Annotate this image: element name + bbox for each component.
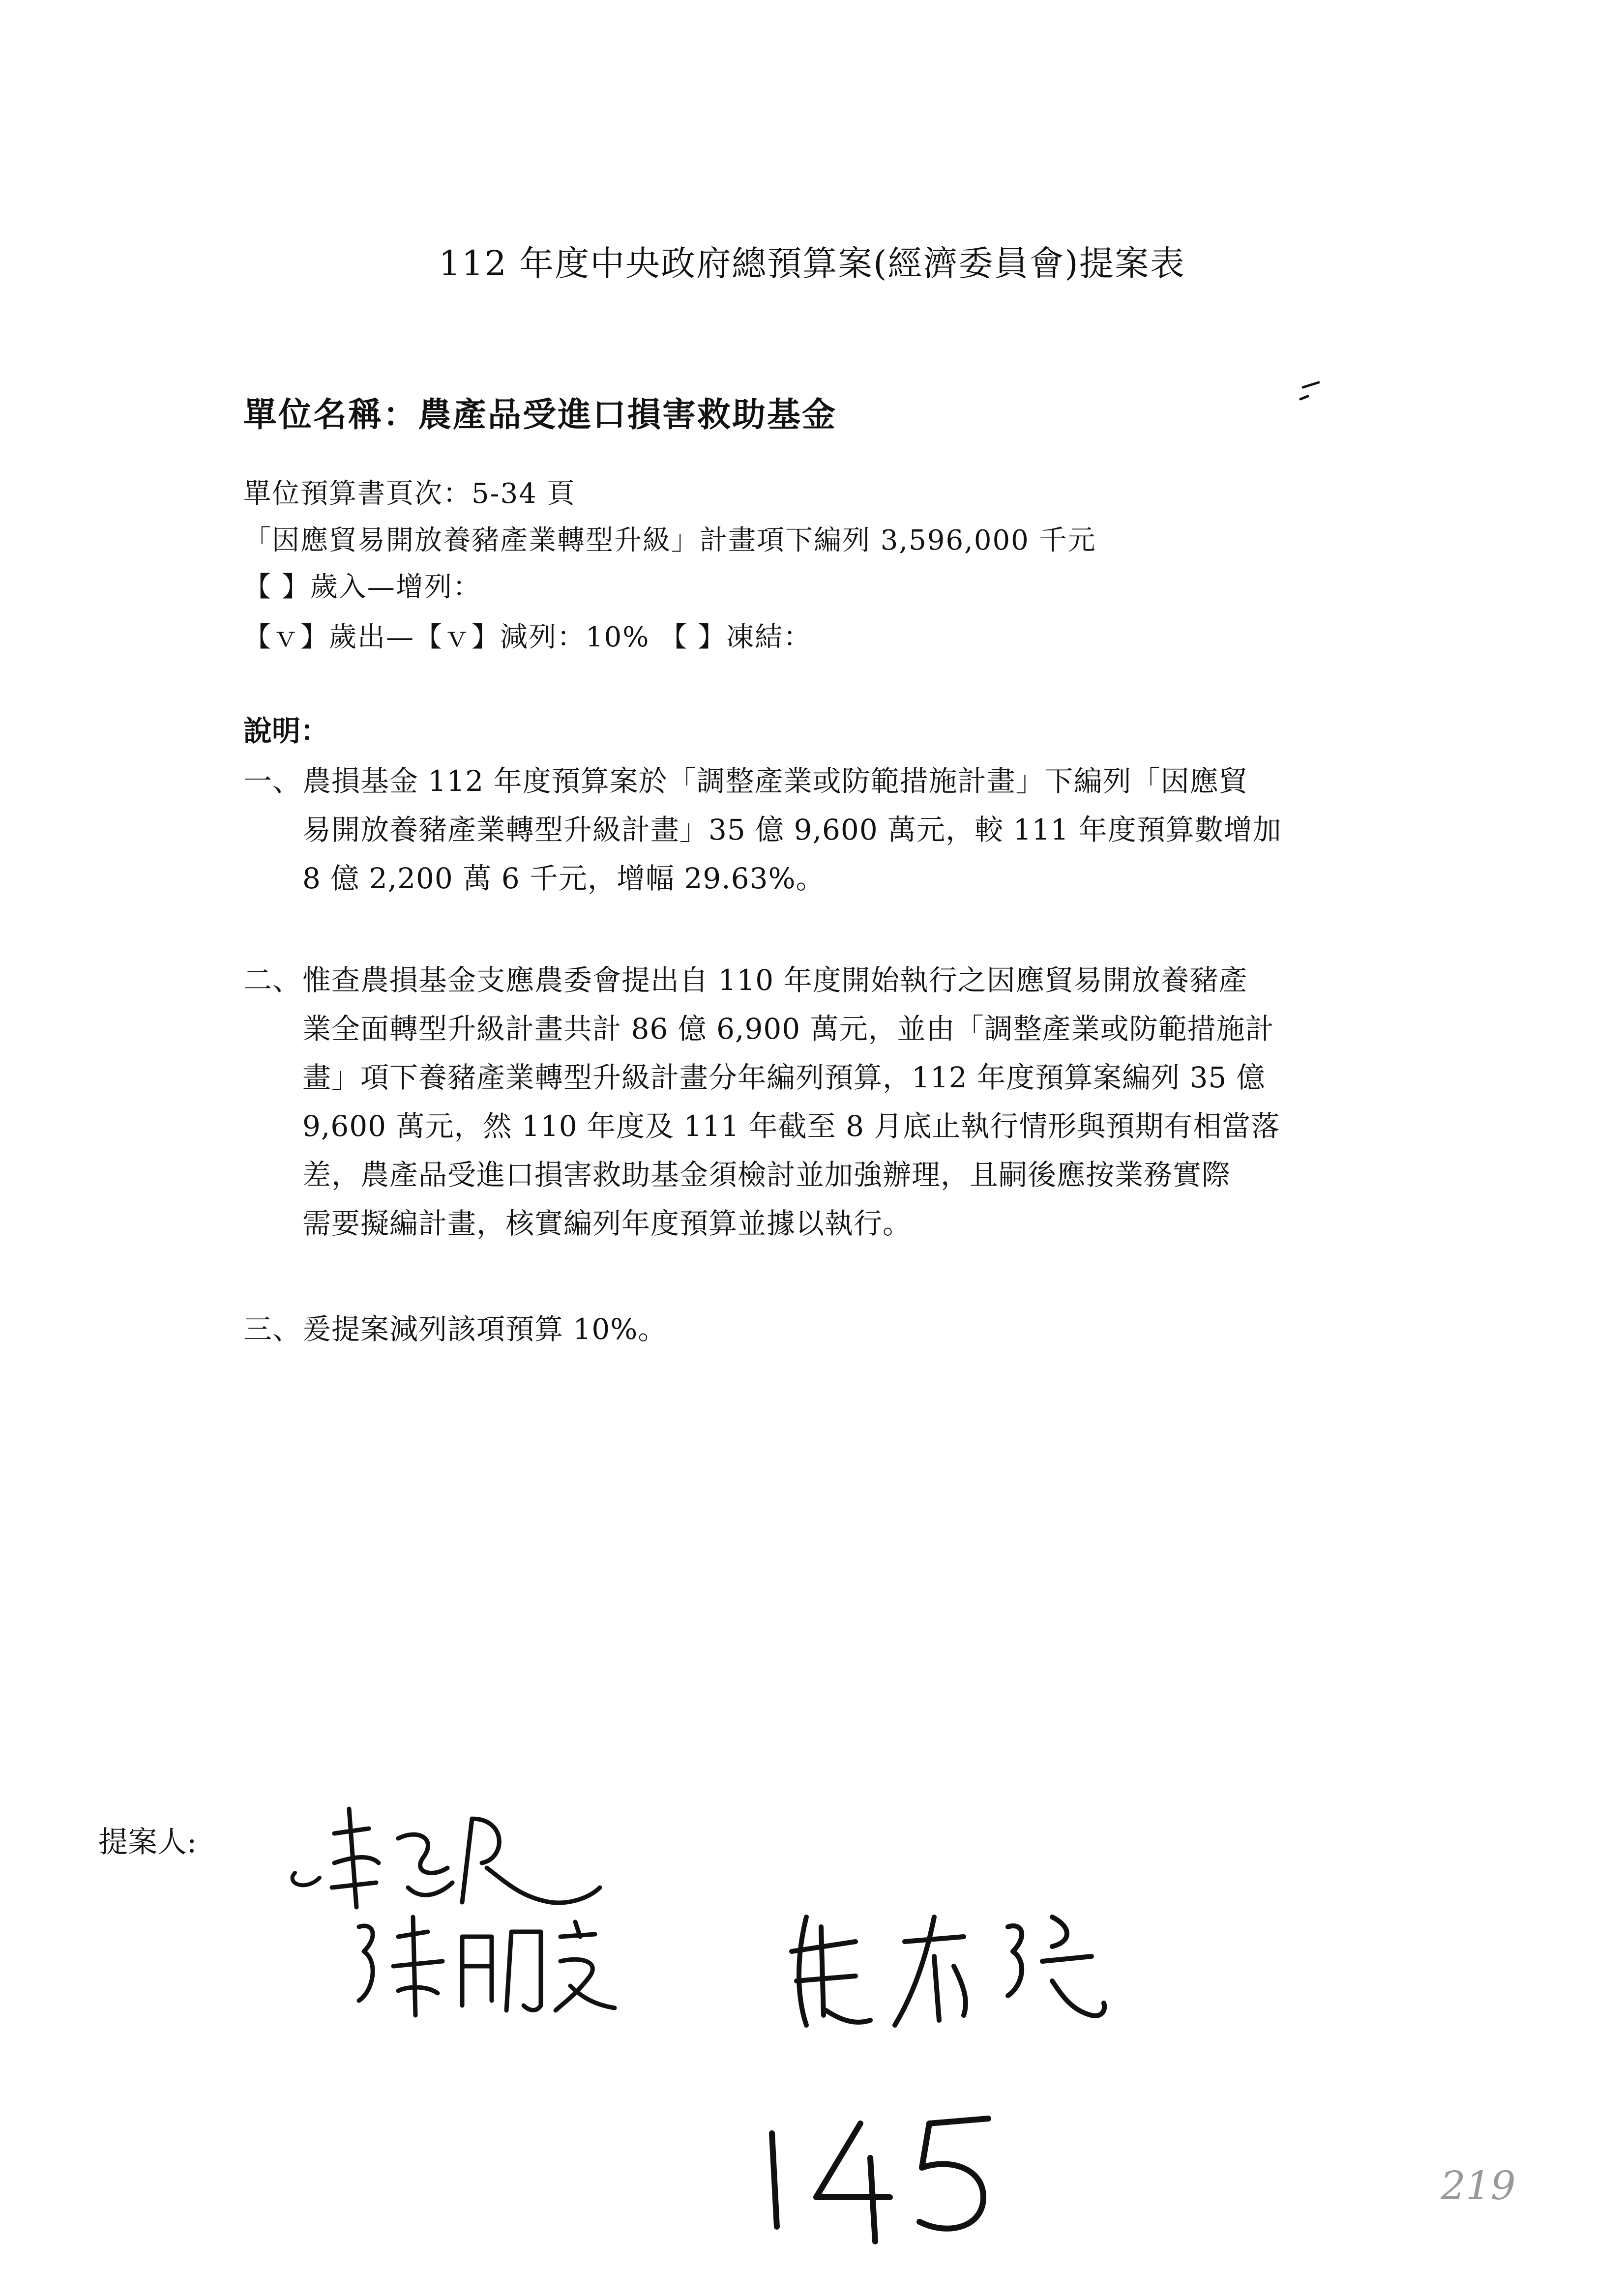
explanation-item-3 <box>243 1305 1414 1354</box>
explanation-item-2 <box>243 956 1414 1251</box>
document-title: 112 年度中央政府總預算案(經濟委員會)提案表 <box>439 243 1185 284</box>
expense-line: 【ｖ】歲出—【ｖ】減列：10% 【 】凍結： <box>243 621 812 653</box>
revenue-line: 【 】歲入—增列： <box>243 571 481 603</box>
item-line: 8 億 2,200 萬 6 千元，增幅 29.63%。 <box>302 862 825 895</box>
handwritten-number <box>752 2099 1008 2248</box>
item-line: 差，農產品受進口損害救助基金須檢討並加強辦理，且嗣後應按業務實際 <box>302 1158 1231 1192</box>
item-line: 9,600 萬元，然 110 年度及 111 年截至 8 月底止執行情形與預期有相當落 <box>302 1109 1280 1143</box>
unit-name: 單位名稱：農產品受進口損害救助基金 <box>243 395 837 435</box>
budget-page-line: 單位預算書頁次：5-34 頁 <box>243 478 576 510</box>
stray-pen-mark <box>1298 378 1328 408</box>
item-number: 一、 <box>243 764 302 798</box>
explanation-heading: 說明： <box>243 714 329 748</box>
item-line: 惟查農損基金支應農委會提出自 110 年度開始執行之因應貿易開放養豬產 <box>302 963 1248 997</box>
signature-2 <box>344 1907 620 2035</box>
proposer-label: 提案人: <box>98 1825 197 1860</box>
plan-line: 「因應貿易開放養豬產業轉型升級」計畫項下編列 3,596,000 千元 <box>243 524 1096 556</box>
item-number: 二、 <box>243 963 302 997</box>
item-number: 三、 <box>243 1312 302 1346</box>
item-line: 業全面轉型升級計畫共計 86 億 6,900 萬元，並由「調整產業或防範措施計 <box>302 1012 1274 1046</box>
item-line: 爰提案減列該項預算 10%。 <box>302 1312 667 1346</box>
page-number: 219 <box>1441 2163 1516 2209</box>
item-line: 易開放養豬產業轉型升級計畫」35 億 9,600 萬元，較 111 年度預算數增加 <box>302 813 1282 846</box>
signature-3 <box>777 1897 1111 2055</box>
handwritten-number-glyph <box>752 2099 1008 2246</box>
item-line: 畫」項下養豬產業轉型升級計畫分年編列預算，112 年度預算案編列 35 億 <box>302 1061 1266 1094</box>
item-line: 農損基金 112 年度預算案於「調整產業或防範措施計畫」下編列「因應貿 <box>302 764 1248 798</box>
explanation-item-1 <box>243 757 1414 904</box>
item-line: 需要擬編計畫，核實編列年度預算並據以執行。 <box>302 1207 912 1240</box>
